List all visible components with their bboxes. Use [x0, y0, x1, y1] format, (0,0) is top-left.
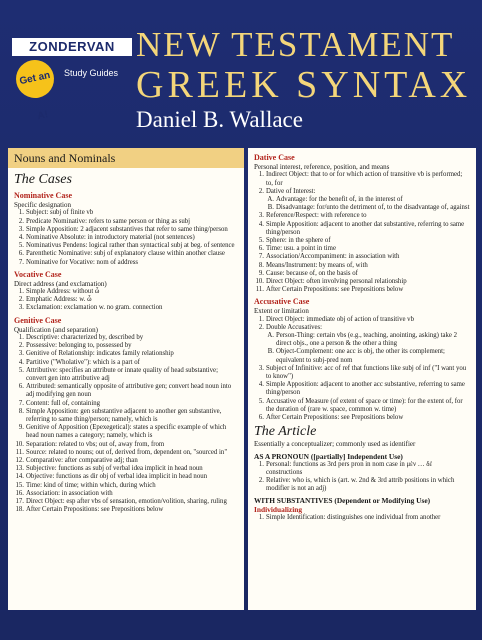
list-item-number: 4. [258, 381, 264, 389]
list-item [14, 408, 238, 424]
dative-title: Dative Case [254, 153, 295, 162]
list-item [254, 270, 470, 278]
bottom-strip [0, 612, 482, 640]
list-item-text: Object-Complement: one acc is obj, the other its complement; equivalent to subj-pred nom [276, 348, 445, 364]
list-item [14, 288, 238, 296]
list-item-text: Subjective: functions as subj of verbal idea implicit in head noun [26, 465, 203, 473]
list-item [254, 221, 470, 237]
list-item-text: Simple Apposition: 2 adjacent substantives that refer to same thing/person [26, 225, 228, 233]
list-item-number: 14. [15, 473, 24, 481]
list-item [14, 383, 238, 399]
list-item-text: Genitive of Relationship: indicates family relationship [26, 350, 174, 358]
brand-name: ZONDERVAN [12, 38, 132, 56]
list-item [254, 286, 470, 294]
list-item-number: 4. [258, 220, 264, 228]
list-item [254, 171, 470, 187]
list-item-number: 6. [258, 414, 264, 422]
list-item-number: 8. [18, 407, 24, 415]
list-item [254, 212, 470, 220]
list-item-text: Simple Apposition: adjacent to another dat substantive, referring to same thing/person [266, 220, 465, 236]
list-item [254, 477, 470, 493]
list-item-number: 12. [15, 456, 24, 464]
list-item-text: Association: in association with [26, 489, 113, 497]
dative-desc: Personal interest, reference, position, and means [254, 163, 390, 171]
list-item-number: 1. [258, 514, 264, 522]
publisher-logo [12, 34, 134, 123]
pronoun-title: AS A PRONOUN ([partially] Independent Use) [254, 451, 403, 461]
list-item [14, 296, 238, 304]
substantives-title: WITH SUBSTANTIVES (Dependent or Modifying Use) [254, 496, 431, 506]
list-item [254, 348, 470, 364]
list-item-number: 17. [15, 497, 24, 505]
panel-title: Nouns and Nominals [8, 148, 244, 168]
title-line-2: GREEK SYNTAX [136, 64, 472, 106]
list-item [14, 359, 238, 367]
individualizing-title: Individualizing [254, 505, 303, 515]
list-item-text: Cause: because of, on the basis of [266, 269, 358, 277]
list-item-text: Reference/Respect: with reference to [266, 212, 367, 220]
list-item-text: Simple Address: without ὦ [26, 288, 100, 296]
nominative-title: Nominative Case [14, 191, 72, 200]
list-item-number: 8. [258, 261, 264, 269]
list-item-number: 3. [18, 350, 24, 358]
list-item [254, 278, 470, 286]
list-item [14, 473, 238, 481]
list-item [14, 304, 238, 312]
vocative-desc: Direct address (and exclamation) [14, 279, 107, 288]
list-item [14, 209, 238, 217]
list-item-number: 3. [258, 364, 264, 372]
list-item [14, 259, 238, 267]
genitive-list [14, 334, 238, 514]
list-item-text: Simple Apposition: gen substantive adjacent to another gen substantive, referring to same thing/person; namely, which is [26, 407, 222, 423]
list-item-number: 2. [258, 323, 264, 331]
list-item-text: Disadvantage: for/unto the detriment of, to the disadvantage of, against [276, 204, 470, 212]
list-item-text: Indirect Object: that to or for which action of transitive vb is performed; to, for [266, 171, 463, 187]
list-item-text: Personal: functions as 3rd pers pron in nom case in μὲν … δέ constructions [266, 460, 433, 476]
list-item-text: Simple Apposition: adjacent to another acc substantive, referring to same thing/person [266, 381, 465, 397]
list-item-number: 6. [18, 250, 24, 258]
list-item-number: 1. [18, 333, 24, 341]
list-item [254, 332, 470, 348]
list-item [254, 188, 470, 196]
right-body [248, 150, 476, 523]
vocative-list [14, 288, 238, 313]
list-item [14, 234, 238, 242]
list-item-number: 13. [15, 465, 24, 473]
list-item-text: Person-Thing: certain vbs (e.g., teaching, anointing, asking) take 2 direct objs., one a person & the other a thing [276, 332, 458, 348]
list-item-number: 1. [258, 315, 264, 323]
list-item-text: Relative: who is, which is (art. w. 2nd & 3rd attrib positions in which modifier is not an adj) [266, 476, 455, 493]
list-item-number: 5. [18, 242, 24, 250]
list-item-text: Objective: functions as dir obj of verbal idea implicit in head noun [26, 473, 208, 481]
list-item-text: Direct Object: esp after vbs of sensation, emotion/volition, sharing, ruling [26, 497, 227, 505]
accusative-title: Accusative Case [254, 297, 310, 307]
list-item-text: Association/Accompaniment: in association with [266, 253, 400, 261]
list-item [254, 414, 470, 422]
author-name: Daniel B. Wallace [136, 107, 303, 132]
list-item-text: Descriptive: characterized by, described by [26, 333, 144, 341]
pronoun-list [254, 461, 470, 494]
list-item-text: Separation: related to vbs; out of, away from, from [26, 440, 165, 448]
list-item [254, 324, 470, 332]
list-item-number: 9. [18, 424, 24, 432]
right-panel [248, 148, 476, 610]
list-item-text: Source: related to nouns; out of, derived from, dependent on, "sourced in" [26, 448, 228, 456]
list-item-text: Simple Identification: distinguishes one individual from another [266, 514, 441, 522]
list-item [254, 461, 470, 477]
list-item [14, 350, 238, 358]
get-an-a-badge: Get an A! [12, 56, 57, 101]
list-item [14, 242, 238, 250]
list-item-text: Subject: subj of finite vb [26, 209, 94, 217]
list-item [14, 449, 238, 457]
list-item [254, 365, 470, 381]
list-item-text: Emphatic Address: w. ὦ [26, 296, 92, 304]
list-item-text: Direct Object: often involving personal relationship [266, 277, 407, 285]
list-item-number: 6. [18, 383, 24, 391]
list-item-text: Sphere: in the sphere of [266, 236, 331, 244]
list-item-text: Time: usu. a point in time [266, 245, 336, 253]
list-item-number: 6. [258, 245, 264, 253]
list-item [14, 400, 238, 408]
list-item-number: 4. [18, 233, 24, 241]
list-item-text: After Certain Prepositions: see Prepositions below [26, 506, 164, 514]
list-item-number: 2. [258, 187, 264, 195]
list-item-number: 15. [15, 481, 24, 489]
list-item [254, 316, 470, 324]
list-item-number: 1. [18, 209, 24, 217]
article-heading: The Article [254, 424, 317, 440]
list-item [14, 226, 238, 234]
list-item-text: Nominativus Pendens: logical rather than syntactical subj at beg. of sentence [26, 242, 235, 250]
list-item [14, 457, 238, 465]
list-item-text: Predicate Nominative: refers to same person or thing as subj [26, 217, 191, 225]
list-item [14, 334, 238, 342]
accusative-desc: Extent or limitation [254, 307, 309, 316]
list-item [14, 498, 238, 506]
list-item-text: Direct Object: immediate obj of action of transitive vb [266, 315, 414, 323]
list-item-text: After Certain Prepositions: see Prepositions below [266, 286, 404, 294]
vocative-title: Vocative Case [14, 269, 62, 279]
list-item [14, 424, 238, 440]
list-item-number: A. [267, 332, 274, 340]
list-item [254, 381, 470, 397]
list-item-text: Content: full of, containing [26, 399, 100, 407]
article-desc: Essentially a conceptualizer; commonly used as identifier [254, 440, 416, 449]
list-item [14, 250, 238, 258]
list-item [254, 196, 470, 204]
list-item-number: 18. [15, 506, 24, 514]
list-item-text: Advantage: for the benefit of, in the interest of [276, 195, 403, 203]
list-item [14, 490, 238, 498]
list-item [14, 482, 238, 490]
list-item-number: 16. [15, 489, 24, 497]
list-item [14, 465, 238, 473]
list-item-number: 3. [18, 225, 24, 233]
list-item-text: After Certain Prepositions: see Prepositions below [266, 414, 404, 422]
list-item-text: Attributive: specifies an attribute or innate quality of head substantive; convert gen into attributive adj [26, 366, 218, 382]
list-item-text: Time: kind of time; within which, during which [26, 481, 156, 489]
list-item [14, 441, 238, 449]
list-item [254, 253, 470, 261]
list-item-number: 10. [15, 440, 24, 448]
substantives-list [254, 514, 470, 522]
list-item-number: 5. [258, 397, 264, 405]
list-item-number: 9. [258, 269, 264, 277]
list-item-number: 1. [18, 288, 24, 296]
list-item-number: B. [267, 348, 274, 356]
genitive-desc: Qualification (and separation) [14, 325, 98, 334]
list-item [254, 514, 470, 522]
list-item [254, 245, 470, 253]
accusative-list [254, 316, 470, 423]
list-item-number: 11. [255, 286, 264, 294]
list-item [14, 342, 238, 350]
left-body [8, 170, 244, 514]
genitive-title: Genitive Case [14, 315, 62, 325]
left-panel [8, 148, 244, 610]
list-item-number: 5. [258, 236, 264, 244]
list-item [14, 367, 238, 383]
list-item-text: Attributed: semantically opposite of attributive gen; convert head noun into adj modifying gen noun [26, 383, 232, 399]
list-item-number: 7. [258, 253, 264, 261]
title-line-1: NEW TESTAMENT [136, 25, 455, 64]
list-item-number: 11. [15, 448, 24, 456]
nominative-desc: Specific designation [14, 201, 71, 209]
list-item [254, 204, 470, 212]
list-item-text: Nominative for Vocative: nom of address [26, 258, 139, 266]
list-item [254, 398, 470, 414]
series-name: Study Guides [64, 68, 119, 78]
list-item [254, 262, 470, 270]
list-item-number: 7. [18, 258, 24, 266]
list-item-text: Comparative: after comparative adj; than [26, 456, 138, 464]
list-item-number: 2. [18, 296, 24, 304]
nominative-list [14, 209, 238, 266]
list-item [14, 506, 238, 514]
list-item-text: Subject of Infinitive: acc of ref that functions like subj of inf ("I want you to know") [266, 364, 467, 381]
list-item [14, 218, 238, 226]
list-item [254, 237, 470, 245]
list-item-number: B. [267, 204, 274, 212]
list-item-number: 7. [18, 399, 24, 407]
list-item-number: 3. [258, 212, 264, 220]
list-item-number: 2. [18, 342, 24, 350]
list-item-number: 3. [18, 304, 24, 312]
list-item-number: 1. [258, 460, 264, 468]
cases-heading: The Cases [14, 172, 72, 187]
list-item-number: 2. [258, 476, 264, 484]
list-item-text: Accusative of Measure (of extent of space or time): for the extent of, for the duration of (rare w. space, common w. time) [266, 397, 463, 413]
list-item-text: Possessive: belonging to, possessed by [26, 342, 132, 350]
list-item-text: Partitive ("Wholative"): which is a part of [26, 358, 140, 366]
list-item-text: Exclamation: exclamation w. no gram. connection [26, 304, 163, 312]
list-item-number: A. [267, 195, 274, 203]
list-item-text: Means/Instrument: by means of, with [266, 261, 368, 269]
list-item-number: 1. [258, 171, 264, 179]
list-item-number: 2. [18, 217, 24, 225]
list-item-text: Nominative Absolute: in introductory material (not sentences) [26, 233, 195, 241]
list-item-text: Double Accusatives: [266, 323, 323, 331]
list-item-text: Parenthetic Nominative: subj of explanatory clause within another clause [26, 250, 225, 258]
list-item-number: 5. [18, 366, 24, 374]
list-item-text: Dative of Interest: [266, 187, 316, 195]
list-item-text: Genitive of Apposition (Epexegetical): states a specific example of which head noun names a category; namely, which is [26, 424, 227, 440]
dative-list [254, 171, 470, 294]
list-item-number: 4. [18, 358, 24, 366]
list-item-number: 10. [255, 277, 264, 285]
